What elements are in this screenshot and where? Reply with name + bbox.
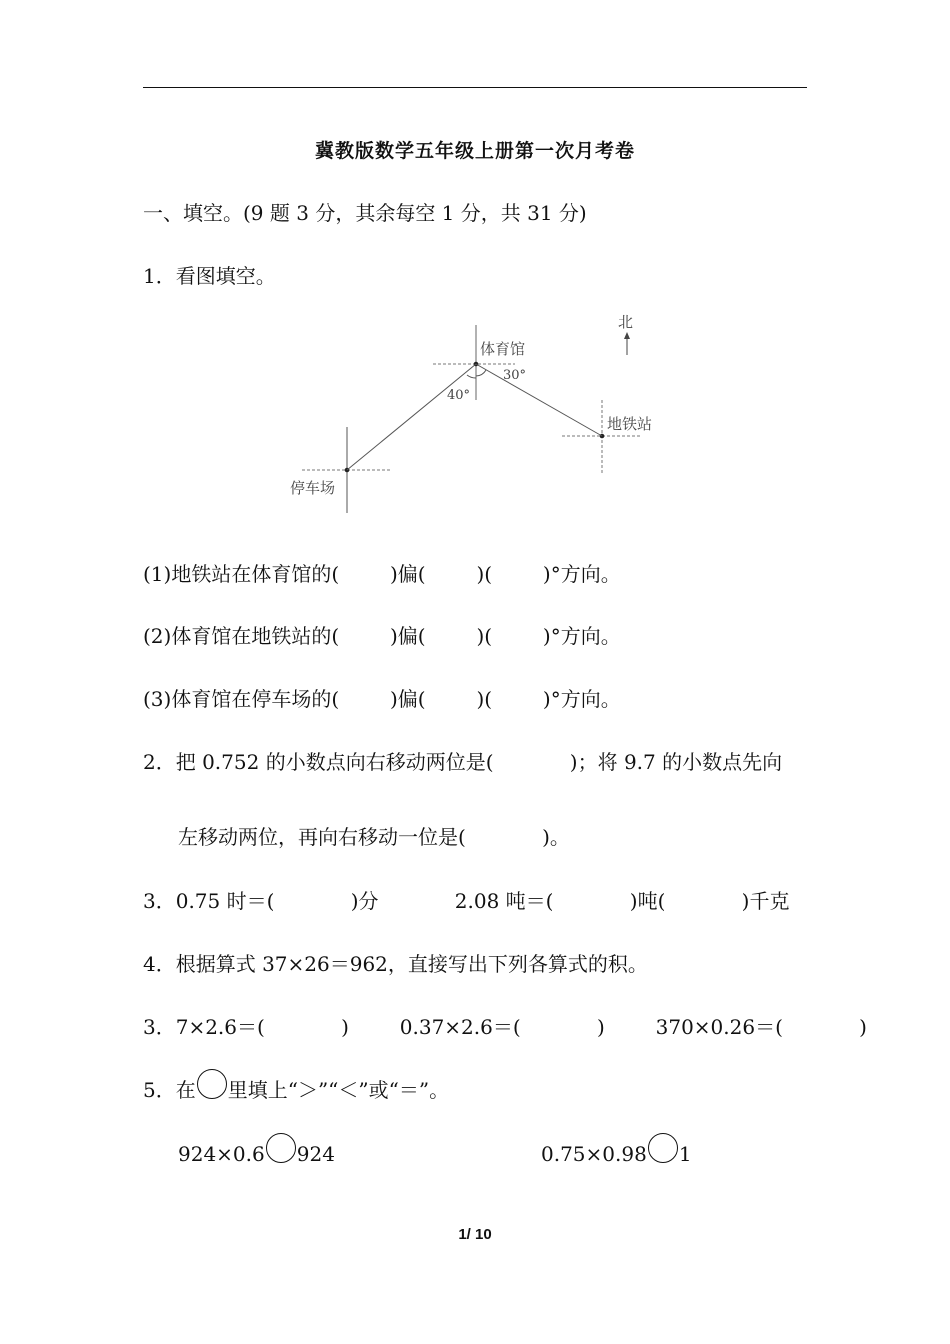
page-title: 冀教版数学五年级上册第一次月考卷 (314, 140, 635, 162)
compare-a-right: 924 (296, 1142, 335, 1166)
question-4-stem: 4．根据算式 37×26＝962，直接写出下列各算式的积。 (143, 952, 648, 976)
page-number: 1/ 10 (458, 1226, 492, 1243)
question-1-part-2: (2)体育馆在地铁站的( )偏( )( )°方向。 (143, 624, 621, 648)
angle-arc-30 (476, 370, 486, 376)
header-rule (143, 87, 807, 88)
parking-label: 停车场 (290, 479, 336, 497)
compare-a-circle[interactable] (266, 1133, 296, 1163)
question-1-part-1: (1)地铁站在体育馆的( )偏( )( )°方向。 (143, 562, 621, 586)
question-4-answers: 3．7×2.6＝( ) 0.37×2.6＝( ) 370×0.26＝( ) (143, 1015, 867, 1039)
compare-b-circle[interactable] (648, 1133, 678, 1163)
question-5-suffix: 里填上“＞”“＜”或“＝”。 (227, 1078, 450, 1102)
compare-item-b (541, 1140, 692, 1171)
line-gym-metro (476, 364, 602, 436)
compare-b-left: 0.75×0.98 (541, 1142, 647, 1166)
question-5-prefix: 5．在 (143, 1078, 196, 1102)
gym-label: 体育馆 (480, 340, 526, 358)
line-parking-gym (347, 364, 476, 470)
angle-label-40: 40° (447, 388, 471, 403)
compare-b-right: 1 (678, 1142, 692, 1166)
angle-label-30: 30° (503, 368, 527, 383)
compare-a-left: 924×0.6 (178, 1142, 265, 1166)
north-label: 北 (618, 313, 634, 331)
angle-arc-40 (467, 375, 476, 378)
metro-label: 地铁站 (607, 415, 653, 433)
direction-figure (280, 305, 680, 520)
question-2-line-1: 2．把 0.752 的小数点向右移动两位是( )；将 9.7 的小数点先向 (143, 750, 783, 774)
question-5-stem (143, 1076, 449, 1107)
question-3: 3．0.75 时＝( )分 2.08 吨＝( )吨( )千克 (143, 889, 790, 913)
section-heading: 一、填空。(9 题 3 分，其余每空 1 分，共 31 分) (143, 201, 587, 225)
compare-item-a (178, 1140, 335, 1171)
question-1-stem: 1．看图填空。 (143, 264, 276, 288)
question-2-line-2: 左移动两位，再向右移动一位是( )。 (178, 825, 570, 849)
compare-circle-icon (197, 1069, 227, 1099)
question-1-part-3: (3)体育馆在停车场的( )偏( )( )°方向。 (143, 687, 621, 711)
